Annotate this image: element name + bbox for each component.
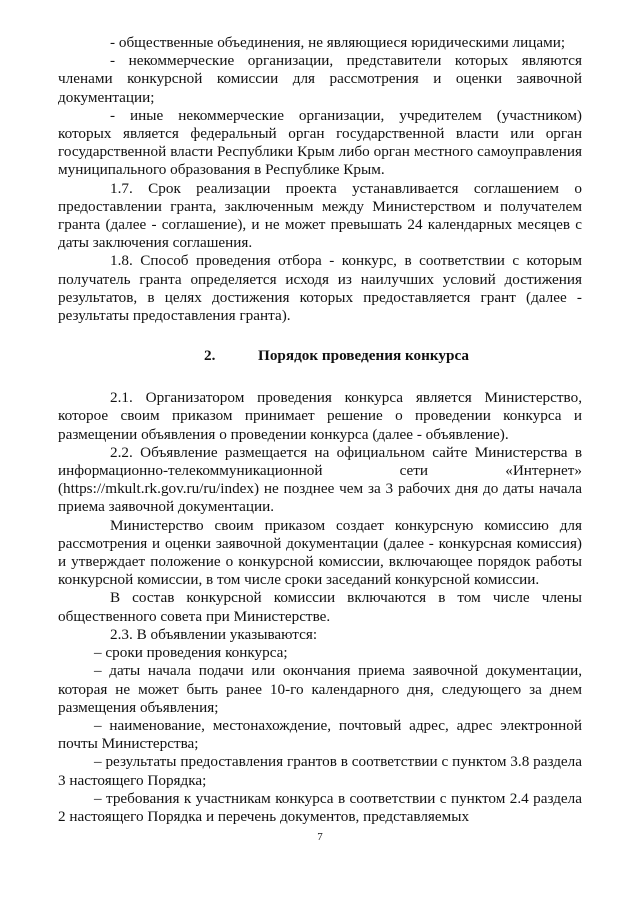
page-number: 7 — [317, 831, 323, 843]
list-item: – результаты предоставления грантов в соответствии с пунктом 3.8 раздела 3 настоящего Порядка; — [58, 753, 582, 789]
section-number: 2. — [204, 347, 216, 365]
section-title: Порядок проведения конкурса — [258, 347, 469, 365]
clause-2-3: 2.3. В объявлении указываются: — [110, 625, 318, 643]
list-item: - иные некоммерческие организации, учредителем (участником) которых является федеральный орган государственной власти или орган государственной власти Республики Крым либо орган местного самоуправления муниципального образования в Республике Крым. — [58, 106, 582, 179]
paragraph: Министерство своим приказом создает конкурсную комиссию для рассмотрения и оценки заявочной документации (далее - конкурсная комиссия) и утверждает положение о конкурсной комиссии, включающее порядок работы конкурсной комиссии, в том числе сроки заседаний конкурсной комиссии. — [58, 516, 582, 589]
list-item: - общественные объединения, не являющиеся юридическими лицами; — [110, 34, 566, 51]
list-item: – сроки проведения конкурса; — [94, 644, 288, 662]
list-item: – требования к участникам конкурса в соответствии с пунктом 2.4 раздела 2 настоящего Порядка и перечень документов, представляемых — [58, 789, 582, 825]
list-item: – даты начала подачи или окончания приема заявочной документации, которая не может быть ранее 10-го календарного дня, следующего за днем размещения объявления; — [58, 662, 582, 716]
clause-1-8: 1.8. Способ проведения отбора - конкурс, в соответствии с которым получатель гранта определяется исходя из наилучших условий достижения результатов, в целях достижения которых предоставляется грант (далее - результаты предоставления гранта). — [58, 252, 582, 325]
clause-2-1: 2.1. Организатором проведения конкурса является Министерство, которое своим приказом принимает решение о проведении конкурса и размещении объявления о проведении конкурса (далее - объявление). — [58, 389, 582, 443]
list-item: – наименование, местонахождение, почтовый адрес, адрес электронной почты Министерства; — [58, 716, 582, 753]
paragraph: В состав конкурсной комиссии включаются в том числе члены общественного совета при Министерстве. — [58, 589, 582, 625]
clause-2-2: 2.2. Объявление размещается на официальном сайте Министерства в информационно-телекоммуникационной сети «Интернет» (https://mkult.rk.gov.ru/ru/index) не позднее чем за 3 рабочих дня до даты начала приема заявочной документации. — [58, 443, 582, 516]
section-heading — [58, 347, 582, 365]
list-item: - некоммерческие организации, представители которых являются членами конкурсной комиссии для рассмотрения и оценки заявочной документации; — [58, 52, 582, 106]
clause-1-7: 1.7. Срок реализации проекта устанавливается соглашением о предоставлении гранта, заключенным между Министерством и получателем гранта (далее - соглашение), и не может превышать 24 календарных месяцев с даты заключения соглашения. — [58, 179, 582, 252]
